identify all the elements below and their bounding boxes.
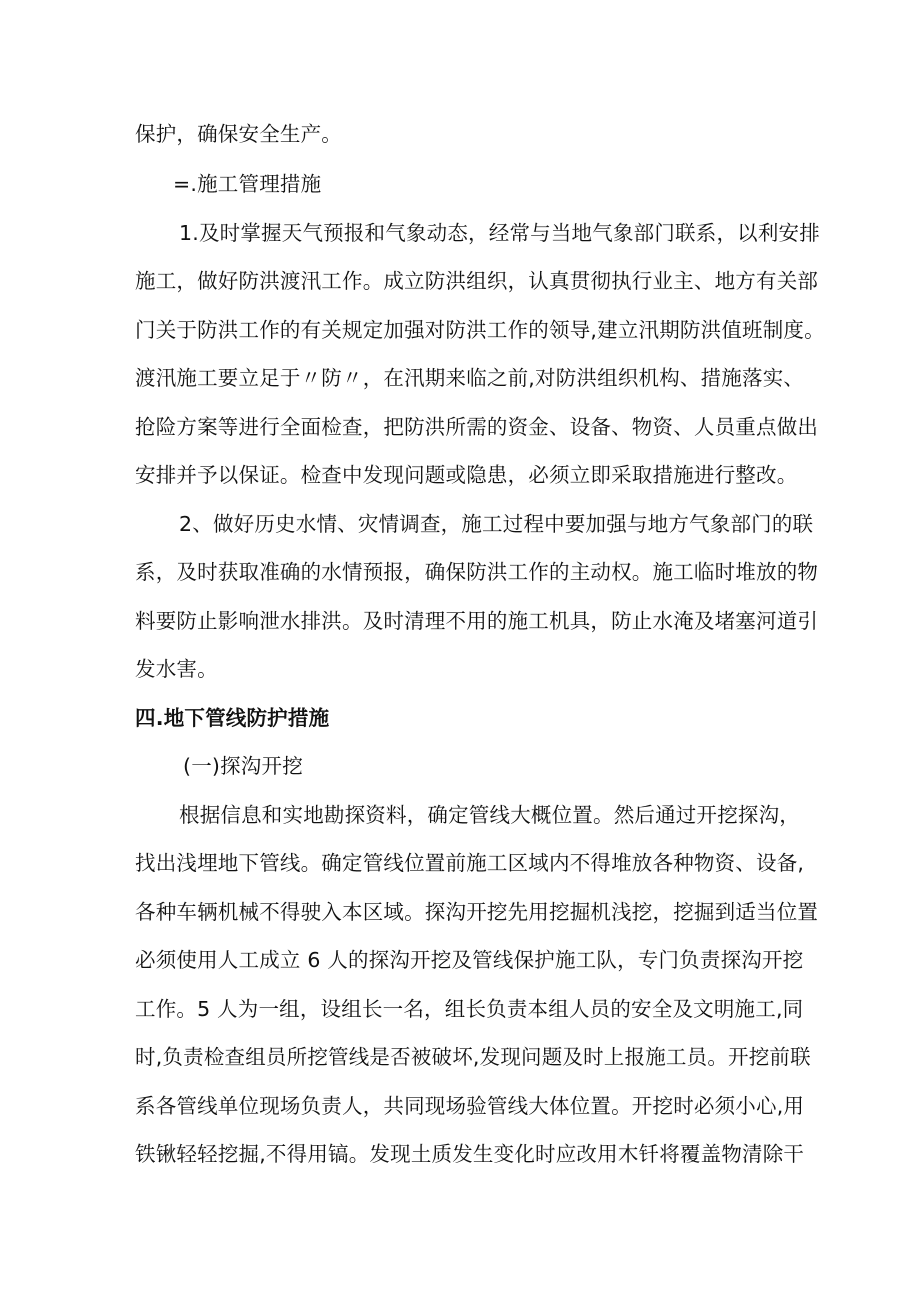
section-heading: =.施工管理措施	[173, 172, 322, 196]
paragraph-line: 铁锹轻轻挖掘,不得用镐。发现土质发生变化时应改用木钎将覆盖物清除干	[135, 1142, 805, 1166]
paragraph-line: 1.及时掌握天气预报和气象动态，经常与当地气象部门联系，以利安排	[179, 221, 820, 245]
paragraph-line: 系各管线单位现场负责人，共同现场验管线大体位置。开挖时必须小心,用	[135, 1094, 805, 1118]
paragraph-line: 工作。5 人为一组，设组长一名，组长负责本组人员的安全及文明施工,同	[135, 997, 804, 1021]
paragraph-line: 施工，做好防洪渡汛工作。成立防洪组织，认真贯彻执行业主、地方有关部	[135, 269, 819, 293]
paragraph-line: 时,负责检查组员所挖管线是否被破坏,发现问题及时上报施工员。开挖前联	[135, 1045, 811, 1069]
paragraph-line: 渡汛施工要立足于〃防〃，在汛期来临之前,对防洪组织机构、措施落实、	[135, 366, 805, 390]
paragraph-line: 2、做好历史水情、灾情调查，施工过程中要加强与地方气象部门的联	[179, 512, 814, 536]
paragraph-line: 料要防止影响泄水排洪。及时清理不用的施工机具，防止水淹及堵塞河道引	[135, 609, 819, 633]
paragraph-line: 抢险方案等进行全面检查，把防洪所需的资金、设备、物资、人员重点做出	[135, 415, 819, 439]
paragraph-line: 找出浅埋地下管线。确定管线位置前施工区域内不得堆放各种物资、设备,	[135, 851, 805, 875]
paragraph-line: 根据信息和实地勘探资料，确定管线大概位置。然后通过开挖探沟，	[179, 803, 800, 827]
paragraph-line: 门关于防洪工作的有关规定加强对防洪工作的领导,建立汛期防洪值班制度。	[135, 318, 825, 342]
paragraph-line: 必须使用人工成立 6 人的探沟开挖及管线保护施工队，专门负责探沟开挖	[135, 948, 804, 972]
paragraph-line: 各种车辆机械不得驶入本区域。探沟开挖先用挖掘机浅挖，挖掘到适当位置	[135, 900, 819, 924]
subsection-heading: (一)探沟开挖	[183, 754, 303, 778]
paragraph-line: 安排并予以保证。检查中发现问题或隐患，必须立即采取措施进行整改。	[135, 463, 798, 487]
paragraph-line: 系，及时获取准确的水情预报，确保防洪工作的主动权。施工临时堆放的物	[135, 560, 819, 584]
paragraph-line: 发水害。	[135, 657, 218, 681]
paragraph-line: 保护，确保安全生产。	[135, 122, 342, 146]
section-heading: 四.地下管线防护措施	[135, 706, 330, 730]
